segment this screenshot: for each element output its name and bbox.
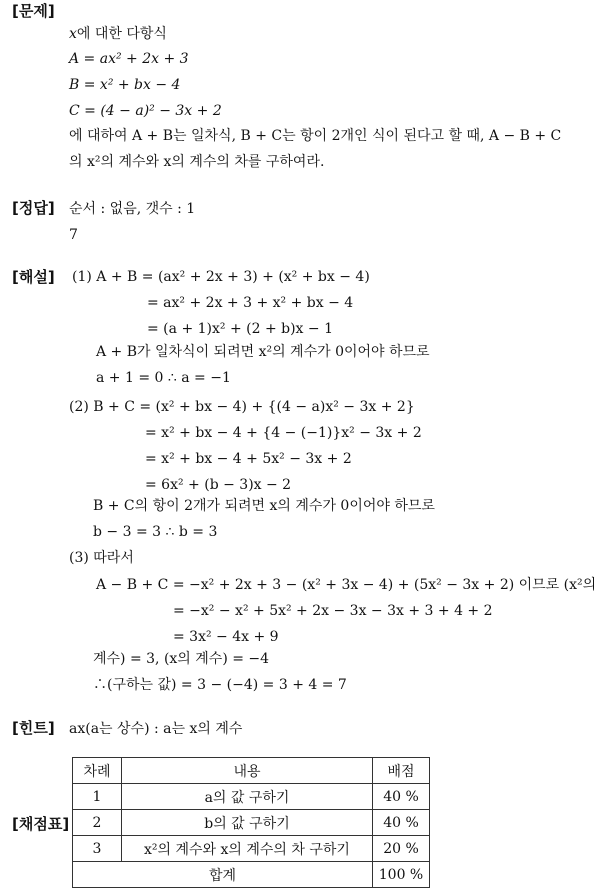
- hint-label: [힌트]: [12, 719, 55, 737]
- problem-line-c: C = (4 − a)² − 3x + 2: [69, 103, 222, 119]
- solution-step1-line2: = ax² + 2x + 3 + x² + bx − 4: [147, 295, 354, 311]
- solution-step2-line2: = x² + bx − 4 + {4 − (−1)}x² − 3x + 2: [145, 425, 422, 441]
- row-score: 40 %: [373, 810, 430, 836]
- problem-label: [문제]: [12, 2, 55, 20]
- hint-text: ax(a는 상수) : a는 x의 계수: [69, 721, 243, 737]
- table-row: [73, 836, 430, 862]
- table-header-row: [73, 758, 430, 784]
- row-order: 2: [73, 810, 122, 836]
- solution-step1-line3: = (a + 1)x² + (2 + b)x − 1: [147, 321, 333, 337]
- solution-step2-line6: b − 3 = 3 ∴ b = 3: [93, 524, 218, 540]
- solution-step1-line4: A + B가 일차식이 되려면 x²의 계수가 0이어야 하므로: [96, 344, 430, 360]
- solution-step3-line3: = −x² − x² + 5x² + 2x − 3x − 3x + 3 + 4 + 2: [173, 603, 493, 619]
- solution-label: [해설]: [12, 268, 55, 286]
- header-cell-score: 배점: [373, 758, 430, 784]
- solution-step2-line3: = x² + bx − 4 + 5x² − 3x + 2: [145, 451, 352, 467]
- table-row: [73, 784, 430, 810]
- rubric-table: [72, 757, 430, 888]
- table-row: [73, 810, 430, 836]
- table-total-row: [73, 862, 430, 888]
- row-content: a의 값 구하기: [122, 784, 373, 810]
- solution-step2-line4: = 6x² + (b − 3)x − 2: [145, 477, 292, 493]
- row-score: 20 %: [373, 836, 430, 862]
- solution-step1-line5: a + 1 = 0 ∴ a = −1: [96, 370, 231, 386]
- header-cell-order: 차례: [73, 758, 122, 784]
- problem-line-a: A = ax² + 2x + 3: [69, 51, 189, 67]
- row-order: 3: [73, 836, 122, 862]
- answer-value: 7: [69, 227, 78, 243]
- solution-step3-line4: = 3x² − 4x + 9: [173, 629, 279, 645]
- solution-step1-line1: (1) A + B = (ax² + 2x + 3) + (x² + bx − 4): [72, 269, 370, 285]
- rubric-label: [채점표]: [12, 815, 70, 833]
- solution-step3-line1: (3) 따라서: [69, 550, 134, 566]
- answer-label: [정답]: [12, 199, 55, 217]
- problem-intro: x에 대한 다항식: [69, 26, 167, 42]
- solution-step2-line1: (2) B + C = (x² + bx − 4) + {(4 − a)x² − 3x + 2}: [69, 399, 415, 415]
- row-order: 1: [73, 784, 122, 810]
- row-score: 40 %: [373, 784, 430, 810]
- problem-condition-1: 에 대하여 A + B는 일차식, B + C는 항이 2개인 식이 된다고 할 때, A − B + C: [69, 128, 562, 144]
- problem-line-b: B = x² + bx − 4: [69, 77, 181, 93]
- total-value: 100 %: [373, 862, 430, 888]
- solution-step3-line6: ∴(구하는 값) = 3 − (−4) = 3 + 4 = 7: [93, 677, 347, 693]
- header-cell-content: 내용: [122, 758, 373, 784]
- total-label: 합계: [73, 862, 373, 888]
- solution-step3-line2: A − B + C = −x² + 2x + 3 − (x² + 3x − 4) + (5x² − 3x + 2) 이므로 (x²의: [96, 577, 597, 593]
- problem-condition-2: 의 x²의 계수와 x의 계수의 차를 구하여라.: [69, 154, 325, 170]
- row-content: x²의 계수와 x의 계수의 차 구하기: [122, 836, 373, 862]
- answer-meta: 순서 : 없음, 갯수 : 1: [69, 201, 196, 217]
- solution-step2-line5: B + C의 항이 2개가 되려면 x의 계수가 0이어야 하므로: [93, 498, 435, 514]
- row-content: b의 값 구하기: [122, 810, 373, 836]
- solution-step3-line5: 계수) = 3, (x의 계수) = −4: [93, 651, 270, 667]
